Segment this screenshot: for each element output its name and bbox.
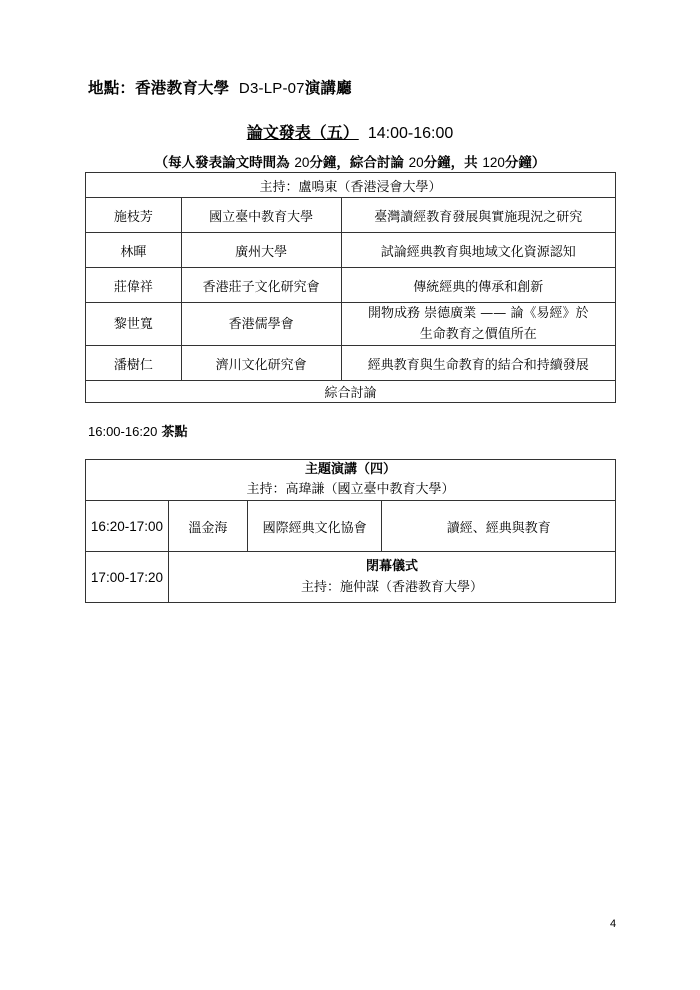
presenter-org: 廣州大學	[181, 233, 341, 268]
page-number: 4	[610, 918, 617, 930]
table-row	[86, 198, 616, 233]
presenter-org: 香港儒學會	[181, 303, 341, 346]
note-part: 分鐘，共	[423, 155, 478, 171]
tea-break-time: 16:00-16:20	[88, 424, 158, 439]
venue-room: D3-LP-07	[238, 80, 305, 97]
presenter-name: 黎世寬	[86, 303, 182, 346]
table-row	[86, 346, 616, 381]
keynote-table	[85, 459, 616, 603]
presenter-topic: 臺灣讀經教育發展與實施現況之研究	[341, 198, 615, 233]
presenter-name: 潘樹仁	[86, 346, 182, 381]
note-minutes-1: 20	[294, 155, 310, 170]
closing-ceremony	[168, 552, 615, 603]
topic-line-1: 開物成務 崇德廣業 —— 論《易經》於	[368, 306, 589, 321]
note-minutes-3: 120	[482, 155, 505, 170]
session-title-text: 論文發表（五）	[246, 123, 359, 142]
tea-break-label: 茶點	[161, 425, 188, 440]
presenter-topic: 傳統經典的傳承和創新	[341, 268, 615, 303]
session-time: 14:00-16:00	[367, 125, 454, 142]
closing-time: 17:00-17:20	[86, 552, 169, 603]
keynote-topic: 讀經、經典與教育	[382, 501, 616, 552]
presenter-name: 莊偉祥	[86, 268, 182, 303]
table-host: 主持：盧鳴東（香港浸會大學）	[86, 173, 616, 198]
presenter-name: 施枝芳	[86, 198, 182, 233]
note-part: 分鐘）	[504, 155, 546, 171]
table-row	[86, 501, 616, 552]
closing-host: 主持：施仲謀（香港教育大學）	[300, 580, 483, 595]
closing-title: 閉幕儀式	[365, 559, 418, 574]
keynote-host: 主持：高瑋謙（國立臺中教育大學）	[246, 482, 455, 497]
presenter-org: 國立臺中教育大學	[181, 198, 341, 233]
note-part: （每人發表論文時間為	[154, 155, 290, 171]
presenter-topic	[341, 303, 615, 346]
presenter-topic: 試論經典教育與地域文化資源認知	[341, 233, 615, 268]
table-row	[86, 303, 616, 346]
table-row	[86, 268, 616, 303]
session-note	[0, 151, 700, 171]
presentation-table	[85, 172, 616, 403]
note-part: 分鐘，綜合討論	[309, 155, 404, 171]
presenter-topic: 經典教育與生命教育的結合和持續發展	[341, 346, 615, 381]
keynote-speaker: 溫金海	[168, 501, 247, 552]
presenter-org: 香港莊子文化研究會	[181, 268, 341, 303]
table-row	[86, 552, 616, 603]
venue-hall: 演講廳	[304, 78, 352, 97]
keynote-title: 主題演講（四）	[304, 462, 396, 477]
venue-line	[88, 76, 352, 98]
table-row	[86, 233, 616, 268]
keynote-org: 國際經典文化協會	[247, 501, 382, 552]
keynote-header	[86, 460, 616, 501]
keynote-time: 16:20-17:00	[86, 501, 169, 552]
tea-break	[88, 421, 188, 440]
general-discussion: 綜合討論	[86, 381, 616, 403]
note-minutes-2: 20	[408, 155, 424, 170]
session-title	[0, 120, 700, 143]
presenter-org: 濟川文化研究會	[181, 346, 341, 381]
topic-line-2: 生命教育之價值所在	[419, 327, 537, 342]
venue-label: 地點：香港教育大學	[88, 78, 230, 97]
presenter-name: 林暉	[86, 233, 182, 268]
